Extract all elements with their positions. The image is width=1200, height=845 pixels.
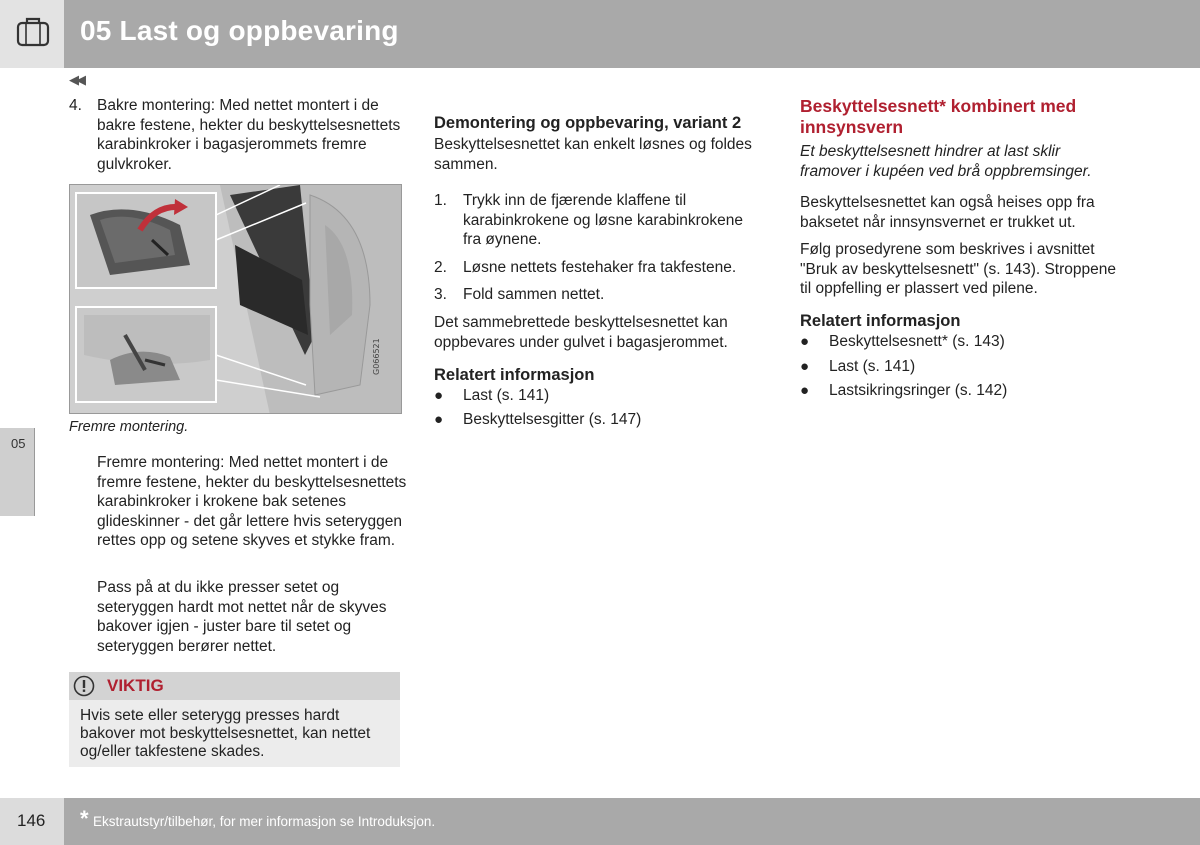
important-notice-title: VIKTIG <box>107 676 164 695</box>
important-notice-header <box>69 672 400 700</box>
procedure-paragraph: Følg prosedyrene som beskrives i avsnittet "Bruk av beskyttelsesnett" (s. 143). Stroppene til oppfelling er plassert ved pilene. <box>800 241 1116 297</box>
related-info-heading: Relatert informasjon <box>800 312 961 330</box>
step-number: 1. <box>434 192 447 209</box>
chapter-side-tab[interactable] <box>0 428 35 516</box>
page-number-box <box>0 798 64 845</box>
bullet-dot: ● <box>800 333 810 350</box>
step-text: Fold sammen nettet. <box>463 286 605 303</box>
footnote-star: * <box>80 806 89 831</box>
bullet-dot: ● <box>800 382 810 399</box>
related-link-text[interactable]: Lastsikringsringer (s. 142) <box>829 382 1008 399</box>
page-number: 146 <box>17 811 46 830</box>
bullet-dot: ● <box>434 387 444 404</box>
related-link-text[interactable]: Beskyttelsesnett* (s. 143) <box>829 333 1005 350</box>
related-link-text[interactable]: Beskyttelsesgitter (s. 147) <box>463 411 642 428</box>
important-notice <box>69 672 400 767</box>
removal-intro: Beskyttelsesnettet kan enkelt løsnes og foldes sammen. <box>434 136 752 173</box>
mounting-illustration-graphic <box>70 185 402 414</box>
step-number: 2. <box>434 259 447 276</box>
header-icon-box <box>0 0 64 68</box>
section-heading-removal: Demontering og oppbevaring, variant 2 <box>434 114 742 132</box>
section-lead: Et beskyttelsesnett hindrer at last sklir framover i kupéen ved brå oppbremsinger. <box>800 143 1092 180</box>
side-tab-label: 05 <box>11 436 26 451</box>
storage-paragraph: Det sammebrettede beskyttelsesnettet kan oppbevares under gulvet i bagasjerommet. <box>434 314 728 351</box>
chapter-title: 05 Last og oppbevaring <box>80 15 399 46</box>
related-link-text[interactable]: Last (s. 141) <box>463 387 550 404</box>
page-footer <box>0 798 1200 845</box>
caution-paragraph: Pass på at du ikke presser setet og seteryggen hardt mot nettet når de skyves bakover igjen - juster bare til setet og seteryggen berører nettet. <box>97 579 387 655</box>
bullet-dot: ● <box>434 411 444 428</box>
step-text: Trykk inn de fjærende klaffene til karabinkrokene og løsne karabinkrokene fra øynene. <box>463 192 744 248</box>
front-mounting-paragraph: Fremre montering: Med nettet montert i de fremre festene, hekter du beskyttelsesnettets karabinkroker i krokene bak setenes glideskinner - det går lettere hvis seteryggen rettes opp og setene skyves et stykke fram. <box>97 454 407 549</box>
page-header <box>0 0 1200 68</box>
step-number: 4. <box>69 97 82 114</box>
related-link-text[interactable]: Last (s. 141) <box>829 358 916 375</box>
related-info-heading: Relatert informasjon <box>434 366 595 384</box>
exclamation-icon <box>73 675 95 697</box>
step-text: Løsne nettets festehaker fra takfestene. <box>463 259 737 276</box>
figure-caption: Fremre montering. <box>69 419 189 435</box>
previous-page-arrows[interactable]: ◀◀ <box>69 72 83 87</box>
footnote-text: Ekstrautstyr/tilbehør, for mer informasjon se Introduksjon. <box>93 814 436 829</box>
section-heading-net-with-cover: Beskyttelsesnett* kombinert med innsynsvern <box>800 96 1077 137</box>
important-notice-text: Hvis sete eller seterygg presses hardt bakover mot beskyttelsesnettet, kan nettet og/eller takfestene skades. <box>80 707 371 760</box>
suitcase-icon <box>15 14 51 50</box>
figure-code: G066521 <box>372 338 381 375</box>
bullet-dot: ● <box>800 358 810 375</box>
net-raise-paragraph: Beskyttelsesnettet kan også heises opp fra baksetet når innsynsvernet er trukket ut. <box>800 194 1095 231</box>
step-number: 3. <box>434 286 447 303</box>
step-text: Bakre montering: Med nettet montert i de bakre festene, hekter du beskyttelsesnettets karabinkroker i bagasjerommets fremre gulvkroker. <box>97 97 401 173</box>
mounting-illustration <box>69 184 402 414</box>
